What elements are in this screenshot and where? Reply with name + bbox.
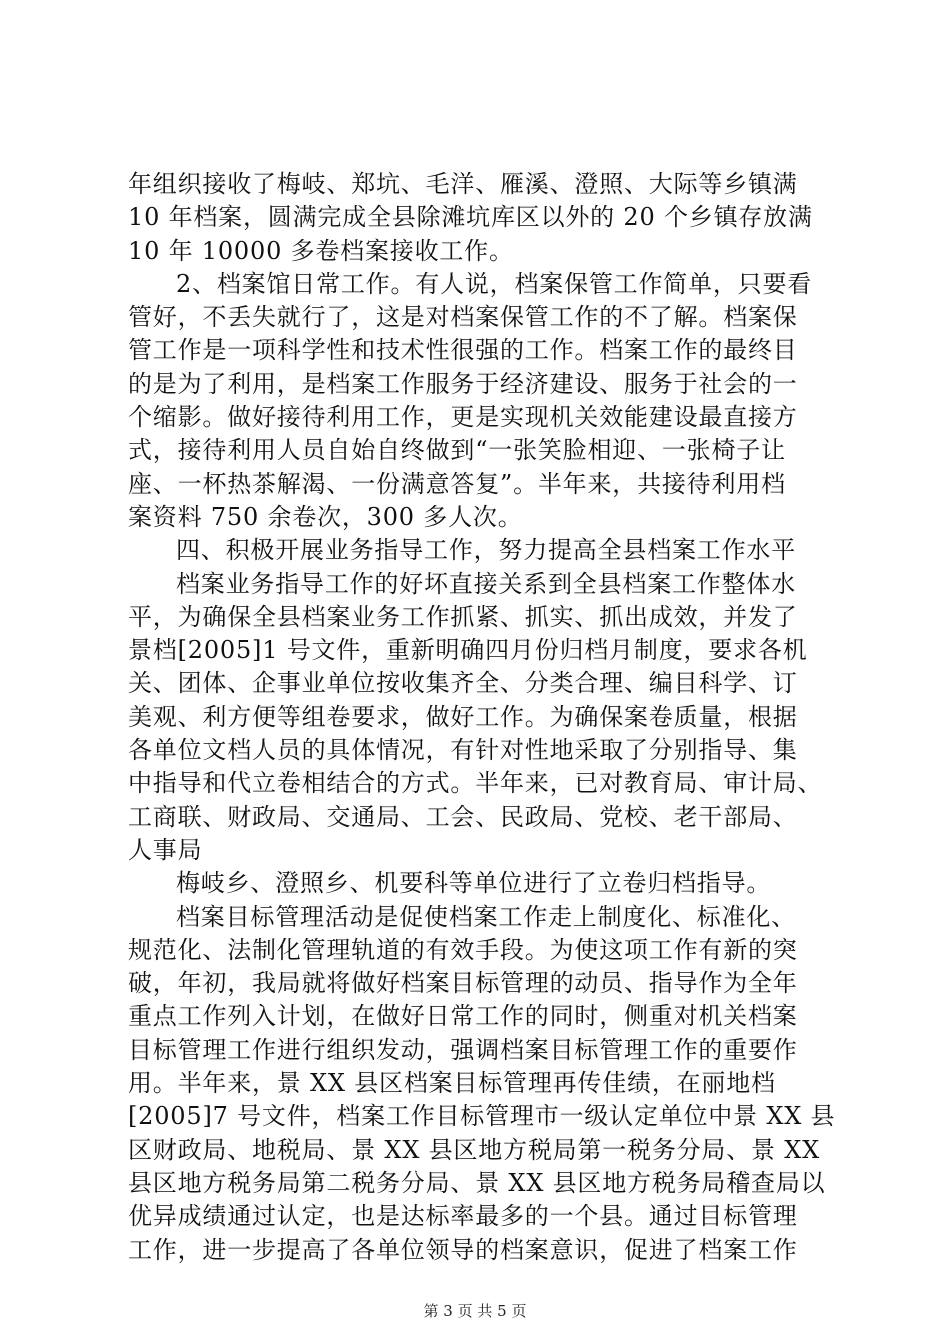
text-line: 档案业务指导工作的好坏直接关系到全县档案工作整体水 xyxy=(176,569,796,598)
page-number: 第 3 页 共 5 页 xyxy=(423,1302,527,1320)
text-line: 中指导和代立卷相结合的方式。半年来，已对教育局、审计局、 xyxy=(128,769,823,798)
text-line: 优异成绩通过认定，也是达标率最多的一个县。通过目标管理 xyxy=(128,1202,798,1231)
text-line: 平，为确保全县档案业务工作抓紧、抓实、抓出成效，并发了 xyxy=(128,602,798,631)
text-line: 10 年档案，圆满完成全县除滩坑库区以外的 20 个乡镇存放满 xyxy=(128,203,813,232)
text-line: 目标管理工作进行组织发动，强调档案目标管理工作的重要作 xyxy=(128,1035,798,1064)
text-line: 式，接待利用人员自始自终做到“一张笑脸相迎、一张椅子让 xyxy=(128,436,786,465)
text-line: 档案目标管理活动是促使档案工作走上制度化、标准化、 xyxy=(176,902,796,931)
text-line: 破，年初，我局就将做好档案目标管理的动员、指导作为全年 xyxy=(128,969,798,998)
text-line: 县区地方税务局第二税务分局、景 XX 县区地方税务局稽查局以 xyxy=(128,1168,826,1197)
text-line: 2、档案馆日常工作。有人说，档案保管工作简单，只要看 xyxy=(176,269,813,298)
text-line: 美观、利方便等组卷要求，做好工作。为确保案卷质量，根据 xyxy=(128,702,798,731)
text-line: 区财政局、地税局、景 XX 县区地方税局第一税务分局、景 XX xyxy=(128,1135,821,1164)
text-line: 管好，不丢失就行了，这是对档案保管工作的不了解。档案保 xyxy=(128,303,798,332)
text-line: 座、一杯热茶解渴、一份满意答复”。半年来，共接待利用档 xyxy=(128,469,786,498)
text-line: 梅岐乡、澄照乡、机要科等单位进行了立卷归档指导。 xyxy=(176,869,772,898)
text-line: 的是为了利用，是档案工作服务于经济建设、服务于社会的一 xyxy=(128,369,798,398)
text-line: 规范化、法制化管理轨道的有效手段。为使这项工作有新的突 xyxy=(128,935,798,964)
text-line: [2005]7 号文件，档案工作目标管理市一级认定单位中景 XX 县 xyxy=(128,1102,836,1131)
page-footer xyxy=(0,1302,950,1320)
text-line: 各单位文档人员的具体情况，有针对性地采取了分别指导、集 xyxy=(128,736,798,765)
text-line: 年组织接收了梅岐、郑坑、毛洋、雁溪、澄照、大际等乡镇满 xyxy=(128,170,798,198)
document-body xyxy=(128,168,836,1267)
text-line: 景档[2005]1 号文件，重新明确四月份归档月制度，要求各机 xyxy=(128,636,808,665)
text-line: 四、积极开展业务指导工作，努力提高全县档案工作水平 xyxy=(176,536,796,565)
text-line: 10 年 10000 多卷档案接收工作。 xyxy=(128,236,514,265)
text-line: 用。半年来，景 XX 县区档案目标管理再传佳绩，在丽地档 xyxy=(128,1069,776,1098)
text-line: 人事局 xyxy=(128,835,203,864)
text-line: 个缩影。做好接待利用工作，更是实现机关效能建设最直接方 xyxy=(128,403,798,432)
text-line: 管工作是一项科学性和技术性很强的工作。档案工作的最终目 xyxy=(128,336,798,365)
text-line: 工商联、财政局、交通局、工会、民政局、党校、老干部局、 xyxy=(128,802,798,831)
text-line: 重点工作列入计划，在做好日常工作的同时，侧重对机关档案 xyxy=(128,1002,798,1031)
text-line: 关、团体、企事业单位按收集齐全、分类合理、编目科学、订 xyxy=(128,669,798,698)
text-line: 案资料 750 余卷次，300 多人次。 xyxy=(128,502,523,531)
text-line: 工作，进一步提高了各单位领导的档案意识，促进了档案工作 xyxy=(128,1235,798,1264)
